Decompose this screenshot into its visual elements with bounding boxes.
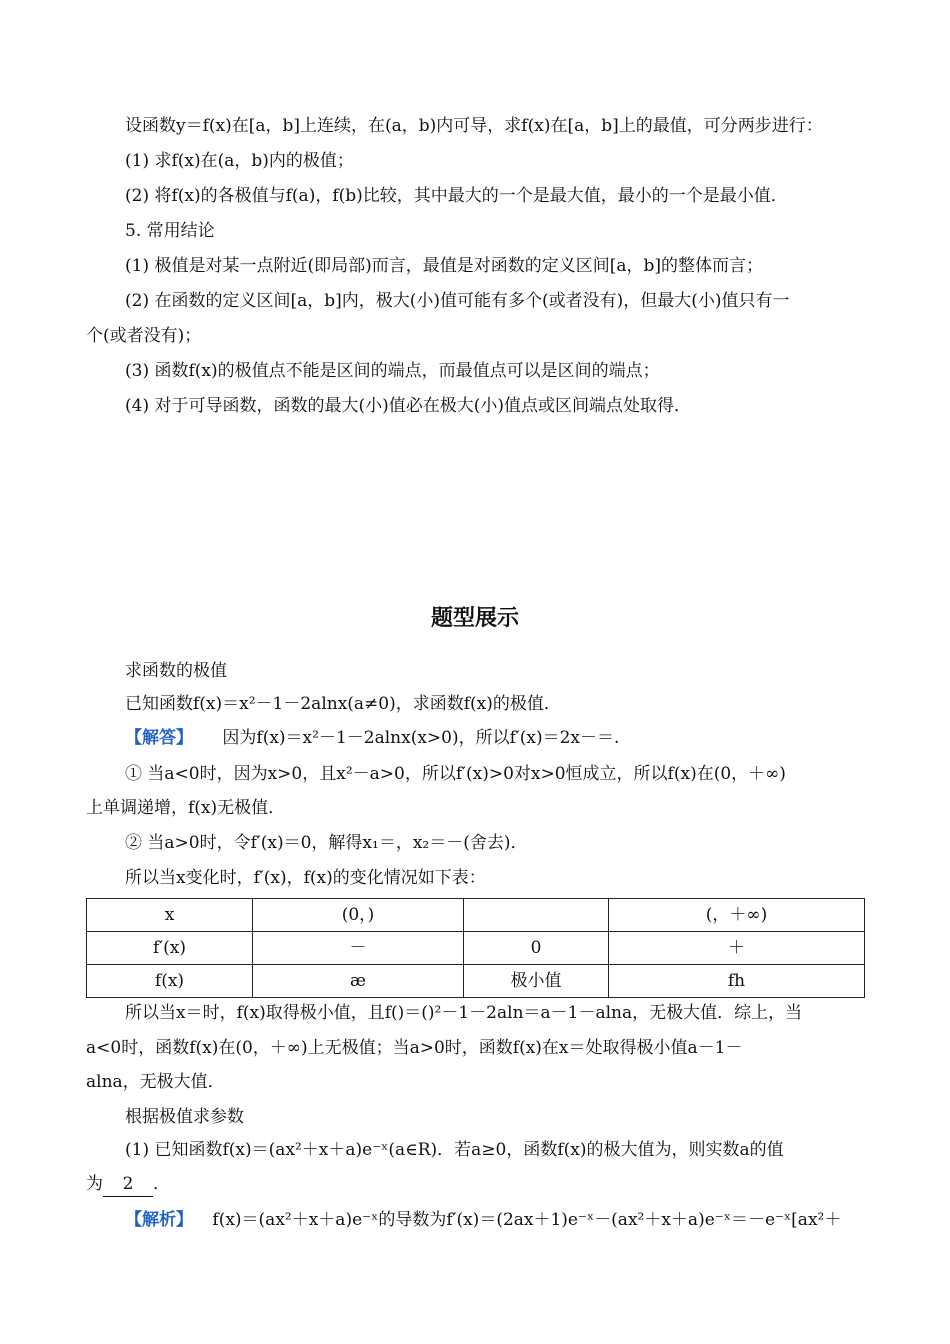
table-cell: 0 bbox=[464, 932, 609, 965]
problem-text bbox=[86, 1172, 170, 1197]
answer-text: 因为f(x)＝x²－1－2alnx(x>0)，所以f′(x)＝2x－＝. bbox=[222, 728, 620, 748]
paragraph: 个(或者没有)； bbox=[86, 326, 202, 346]
problem-text: (1) 已知函数f(x)＝(ax²＋x＋a)e⁻ˣ(a∈R)．若a≥0，函数f(x)的极大值为，则实数a的值 bbox=[125, 1140, 784, 1160]
paragraph: (4) 对于可导函数，函数的最大(小)值必在极大(小)值点或区间端点处取得． bbox=[125, 396, 692, 416]
analysis-tag: 【解析】 bbox=[125, 1210, 193, 1230]
table-cell: f(x) bbox=[87, 965, 253, 998]
paragraph: (3) 函数f(x)的极值点不能是区间的端点，而最值点可以是区间的端点； bbox=[125, 361, 660, 381]
table-row bbox=[87, 932, 865, 965]
paragraph: a<0时，函数f(x)在(0，＋∞)上无极值；当a>0时，函数f(x)在x＝处取得极小值a－1－ bbox=[86, 1038, 743, 1058]
table-row bbox=[87, 965, 865, 998]
paragraph: 所以当x＝时，f(x)取得极小值，且f()＝()²－1－2aln＝a－1－alna，无极大值．综上，当 bbox=[125, 1003, 803, 1023]
table-cell: 极小值 bbox=[464, 965, 609, 998]
paragraph: 上单调递增，f(x)无极值． bbox=[86, 798, 286, 818]
paragraph: (1) 极值是对某一点附近(即局部)而言，最值是对函数的定义区间[a，b]的整体而言； bbox=[125, 256, 764, 276]
analysis-line bbox=[125, 1208, 841, 1232]
table-cell: (，＋∞) bbox=[609, 899, 865, 932]
table-cell: fh bbox=[609, 965, 865, 998]
answer-blank: 2 bbox=[103, 1172, 153, 1197]
paragraph: (2) 将f(x)的各极值与f(a)，f(b)比较，其中最大的一个是最大值，最小的一个是最小值． bbox=[125, 186, 788, 206]
paragraph: 设函数y＝f(x)在[a，b]上连续，在(a，b)内可导，求f(x)在[a，b]上的最值，可分两步进行： bbox=[125, 116, 823, 136]
paragraph: ① 当a<0时，因为x>0，且x²－a>0，所以f′(x)>0对x>0恒成立，所以f(x)在(0，＋∞) bbox=[125, 764, 786, 784]
table-cell: f′(x) bbox=[87, 932, 253, 965]
section-heading: 5. 常用结论 bbox=[125, 221, 215, 241]
analysis-text: f(x)＝(ax²＋x＋a)e⁻ˣ的导数为f′(x)＝(2ax＋1)e⁻ˣ－(ax²＋x＋a)e⁻ˣ＝－e⁻ˣ[ax²＋ bbox=[212, 1210, 842, 1230]
table-row bbox=[87, 899, 865, 932]
example-heading: 根据极值求参数 bbox=[125, 1107, 244, 1127]
paragraph: ② 当a>0时，令f′(x)＝0，解得x₁＝，x₂＝－(舍去)． bbox=[125, 833, 528, 853]
section-title: 题型展示 bbox=[430, 606, 519, 631]
paragraph: alna，无极大值． bbox=[86, 1072, 225, 1092]
variation-table bbox=[86, 898, 865, 998]
example-heading: 求函数的极值 bbox=[125, 661, 227, 681]
table-cell: － bbox=[253, 932, 464, 965]
answer-tag: 【解答】 bbox=[125, 728, 193, 748]
table-cell: ＋ bbox=[609, 932, 865, 965]
table-cell: æ bbox=[253, 965, 464, 998]
paragraph: (2) 在函数的定义区间[a，b]内，极大(小)值可能有多个(或者没有)，但最大(小)值只有一 bbox=[125, 291, 790, 311]
answer-line bbox=[125, 726, 619, 750]
table-cell: x bbox=[87, 899, 253, 932]
problem-text: 已知函数f(x)＝x²－1－2alnx(a≠0)，求函数f(x)的极值． bbox=[125, 694, 561, 714]
table-cell bbox=[464, 899, 609, 932]
table-cell: (0，) bbox=[253, 899, 464, 932]
paragraph: (1) 求f(x)在(a，b)内的极值； bbox=[125, 151, 354, 171]
problem-suffix: ． bbox=[153, 1174, 170, 1194]
paragraph: 所以当x变化时，f′(x)，f(x)的变化情况如下表： bbox=[125, 868, 486, 888]
problem-prefix: 为 bbox=[86, 1174, 103, 1194]
